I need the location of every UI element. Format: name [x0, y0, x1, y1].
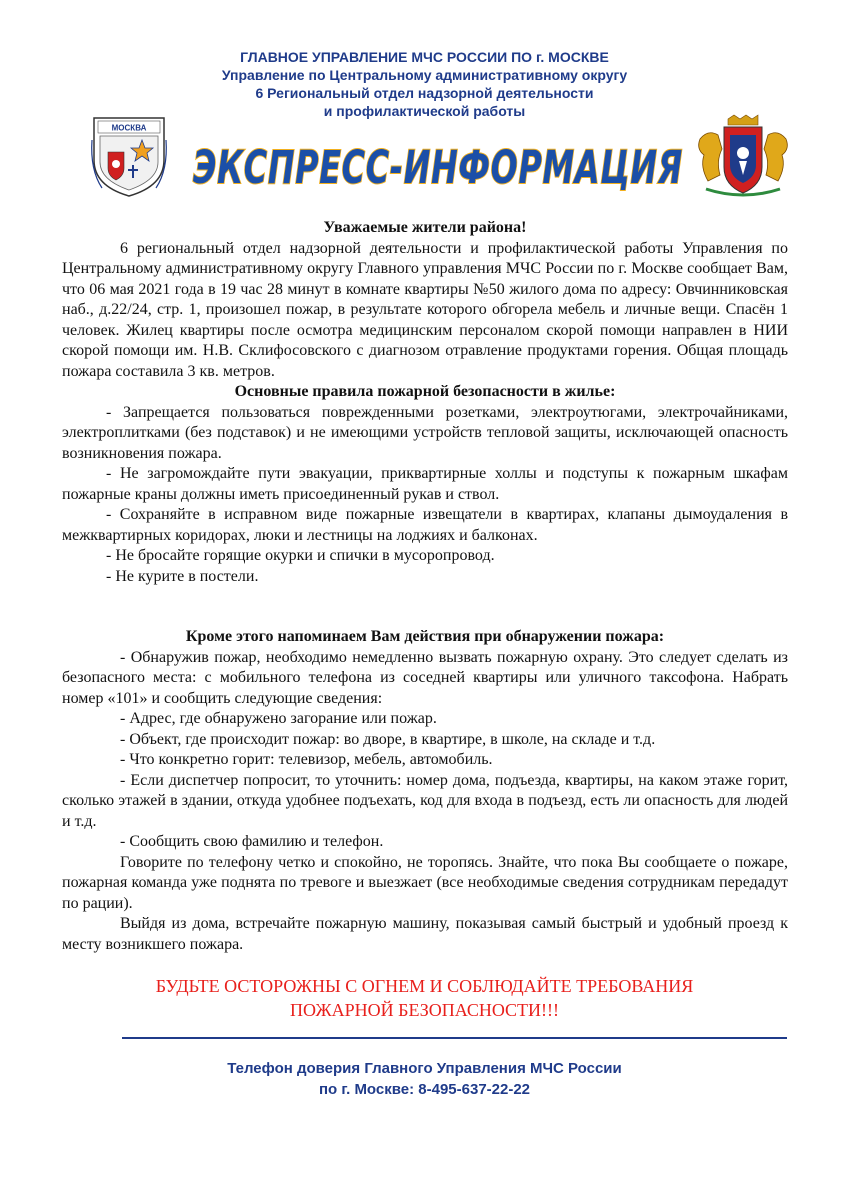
greeting-title: Уважаемые жители района! — [323, 219, 527, 236]
emblem-moscow-label: МОСКВА — [111, 123, 147, 133]
banner-title: ЭКСПРЕСС-ИНФОРМАЦИЯ — [193, 141, 683, 194]
rules-title: Основные правила пожарной безопасности в жилье: — [234, 383, 616, 400]
rule-item: - Сохраняйте в исправном виде пожарные извещатели в квартирах, клапаны дымоудаления в межквартирных коридорах, люки и лестницы на лоджиях и балконах. — [62, 506, 788, 544]
express-info-banner — [188, 136, 688, 196]
header-department: Управление по Центральному административному округу — [221, 67, 628, 83]
actions-block — [62, 627, 788, 955]
central-district-coat-of-arms-icon — [694, 115, 792, 197]
actions-calm: Говорите по телефону четко и спокойно, не торопясь. Знайте, что пока Вы сообщаете о пожаре, пожарная команда уже поднята по тревоге и выезжает (все необходимые сведения сотрудникам передадут по рации). — [62, 853, 788, 912]
header-division-cont: и профилактической работы — [323, 103, 526, 119]
hotline-number: по г. Москве: 8-495-637-22-22 — [318, 1081, 531, 1098]
incident-report: 6 региональный отдел надзорной деятельности и профилактической работы Управления по Центральному административному округу Главного управления МЧС России по г. Москве сообщает Вам, что 06 мая 2021 года в 19 час 28 минут в комнате квартиры №50 жилого дома по адресу: Овчинниковская наб., д.22/24, стр. 1, произошел пожар, в результате которого обгорела мебель и личные вещи. Спасён 1 человек. Жилец квартиры после осмотра медицинским персоналом скорой помощи направлен в НИИ скорой помощи им. Н.В. Склифосовского с диагнозом отравление продуктами горения. Общая площадь пожара составила 3 кв. метров. — [62, 239, 788, 380]
action-item: - Если диспетчер попросит, то уточнить: номер дома, подъезда, квартиры, на каком этаже горит, сколько этажей в здании, откуда удобнее подъехать, код для входа в подъезд, есть ли опасность для людей и т.д. — [62, 771, 788, 830]
action-item: - Объект, где происходит пожар: во дворе, в квартире, в школе, на складе и т.д. — [120, 730, 656, 748]
warning-line-2: ПОЖАРНОЙ БЕЗОПАСНОСТИ!!! — [289, 1000, 560, 1020]
header-ministry: ГЛАВНОЕ УПРАВЛЕНИЕ МЧС РОССИИ ПО г. МОСКВЕ — [240, 49, 609, 65]
rule-item: - Не загромождайте пути эвакуации, приквартирные холлы и подступы к пожарным шкафам пожарные краны должны иметь присоединенный рукав и ствол. — [62, 465, 788, 503]
rule-item: - Не курите в постели. — [106, 567, 259, 585]
greeting-block — [62, 218, 788, 587]
action-item: - Что конкретно горит: телевизор, мебель, автомобиль. — [120, 751, 493, 768]
hotline-title: Телефон доверия Главного Управления МЧС России — [227, 1060, 622, 1077]
actions-meet: Выйдя из дома, встречайте пожарную машину, показывая самый быстрый и удобный проезд к месту возникшего пожара. — [62, 915, 788, 953]
actions-call: - Обнаружив пожар, необходимо немедленно вызвать пожарную охрану. Это следует сделать из безопасного места: с мобильного телефона из соседней квартиры или уличного таксофона. Набрать номер «101» и сообщить следующие сведения: — [62, 648, 788, 707]
header-division: 6 Региональный отдел надзорной деятельности — [255, 85, 594, 101]
actions-title: Кроме этого напоминаем Вам действия при обнаружении пожара: — [185, 628, 665, 645]
warning-line-1: БУДЬТЕ ОСТОРОЖНЫ С ОГНЕМ И СОБЛЮДАЙТЕ ТРЕБОВАНИЯ — [155, 976, 694, 996]
mchs-moscow-emblem-icon — [88, 110, 170, 198]
action-item: - Сообщить свою фамилию и телефон. — [120, 833, 384, 850]
rule-item: - Не бросайте горящие окурки и спички в мусоропровод. — [106, 547, 495, 564]
footer-divider — [122, 1037, 787, 1039]
action-item: - Адрес, где обнаружено загорание или пожар. — [120, 710, 437, 727]
rule-item: - Запрещается пользоваться поврежденными розетками, электроутюгами, электрочайниками, электроплитками (без подставок) и не имеющими устройств тепловой защиты, исключающей опасность возникновения пожара. — [62, 403, 788, 462]
